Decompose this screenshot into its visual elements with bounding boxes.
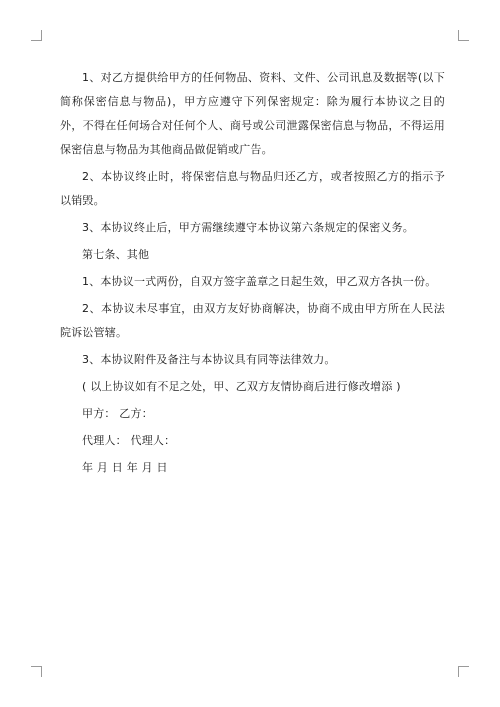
signature-dates: 年 月 日 年 月 日 xyxy=(82,461,168,474)
clause-confidentiality-1: 1、对乙方提供给甲方的任何物品、资料、文件、公司讯息及数据等(以下简称保密信息与物品)，甲方应遵守下列保密规定：除为履行本协议之目的外，不得在任何场合对任何个人、商号或公司泄露保密信息与物品，不得运用保密信息与物品为其他商品做促销或广告。 xyxy=(60,71,445,156)
clause-other-3: 3、本协议附件及备注与本协议具有同等法律效力。 xyxy=(82,353,336,366)
section-heading-other: 第七条、其他 xyxy=(82,248,150,261)
clause-confidentiality-2: 2、本协议终止时，将保密信息与物品归还乙方，或者按照乙方的指示予以销毁。 xyxy=(60,170,445,207)
crop-mark-top-right xyxy=(458,30,469,41)
clause-other-1: 1、本协议一式两份，自双方签字盖章之日起生效，甲乙双方各执一份。 xyxy=(82,275,437,288)
clause-confidentiality-3: 3、本协议终止后，甲方需继续遵守本协议第六条规定的保密义务。 xyxy=(82,221,414,234)
crop-mark-bottom-left xyxy=(31,666,42,677)
document-body xyxy=(60,66,445,480)
signature-parties: 甲方： 乙方： xyxy=(82,407,153,420)
crop-mark-top-left xyxy=(31,30,42,41)
clause-other-2: 2、本协议未尽事宜，由双方友好协商解决，协商不成由甲方所在人民法院诉讼管辖。 xyxy=(60,302,445,339)
signature-agents: 代理人： 代理人： xyxy=(82,434,176,447)
amendment-note: ( 以上协议如有不足之处，甲、乙双方友情协商后进行修改增添 ) xyxy=(82,380,401,393)
crop-mark-bottom-right xyxy=(458,666,469,677)
